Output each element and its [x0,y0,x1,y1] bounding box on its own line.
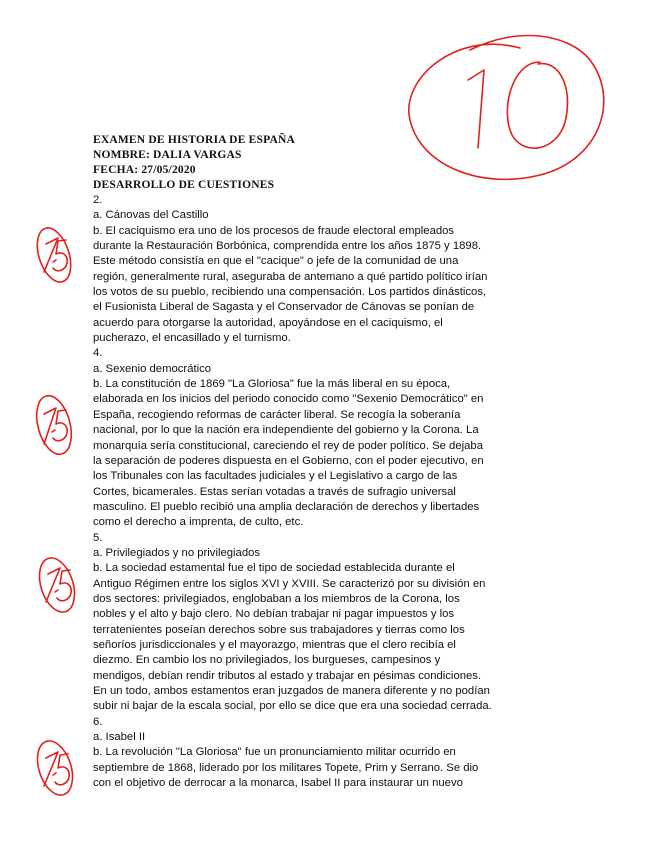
answer-line: monarquía sería constitucional, careciendo el rey de poder político. Se dejaba [93,439,483,452]
answer-line: b. El caciquismo era uno de los procesos de fraude electoral empleados [93,224,455,237]
exam-date: FECHA: 27/05/2020 [93,164,196,176]
answer-line: masculino. El pueblo recibió una amplia declaración de derechos y libertades [93,500,480,513]
q6-grade-mark [31,736,79,799]
answer-line: señoríos jurisdiccionales y el mayorazgo, mientras que el clero recibía el [93,638,456,651]
answer-line: los Tribunales con las facultades judiciales y el Legislativo a cargo de las [93,470,458,483]
answer-line: Este método consistía en que el "cacique" o jefe de la comunidad de una [93,255,459,268]
answer-line: mendigos, debían rendir tributos al estado y trabajar en pésimas condiciones. [93,669,482,682]
answer-line: región, generalmente rural, aseguraba de antemano a qué partido político irían [93,270,488,283]
answer-line: los votos de su pueblo, recibiendo una compensación. Los partidos dinásticos, [93,286,487,299]
answer-line: Antiguo Régimen entre los siglos XVI y XVIII. Se caracterizó por su división en [93,577,486,590]
answer-line: 5. [93,531,103,544]
answer-line: España, recogiendo reformas de carácter liberal. Se recogía la soberanía [93,408,461,421]
answer-line: acuerdo para otorgarse la autoridad, apoyándose en el caciquismo, el [93,316,443,329]
student-name: NOMBRE: DALIA VARGAS [93,149,242,161]
answer-line: el Fusionista Liberal de Sagasta y el Conservador de Cánovas se ponían de [93,301,475,314]
answer-line: pucherazo, el encasillado y el turnismo. [93,332,291,345]
answer-line: 4. [93,347,103,360]
answer-line: nacional, por lo que la nación era independiente del gobierno y la Corona. La [93,424,479,437]
answer-line: dos sectores: privilegiados, englobaban a los miembros de la Corona, los [93,592,460,605]
answer-line: En un todo, ambos estamentos eran juzgados de manera diferente y no podían [93,685,490,697]
q4-grade-mark [31,392,77,458]
answer-line: a. Isabel II [93,731,146,744]
section-title: DESARROLLO DE CUESTIONES [93,179,275,191]
answer-line: como el derecho a imprenta, de culto, etc. [93,516,304,529]
total-grade-mark [409,36,604,180]
q2-grade-mark [31,224,77,287]
answer-line: septiembre de 1868, liderado por los militares Topete, Prim y Serrano. Se dio [93,761,479,774]
answer-line: con el objetivo de derrocar a la monarca, Isabel II para instaurar un nuevo [93,777,463,790]
answer-line: subir ni bajar de la escala social, por ello se dice que era una sociedad cerrada. [93,700,492,713]
answer-line: a. Cánovas del Castillo [93,209,209,222]
answer-line: a. Privilegiados y no privilegiados [93,546,261,559]
answer-line: nobles y el alto y bajo clero. No debían trabajar ni pagar impuestos y los [93,608,455,621]
q5-grade-mark [33,553,81,616]
answer-line: durante la Restauración Borbónica, comprendida entre los años 1875 y 1898. [93,240,482,253]
answer-line: b. La sociedad estamental fue el tipo de sociedad establecida durante el [93,562,455,575]
answer-line: Cortes, bicamerales. Estas serían votadas a través de sufragio universal [93,485,456,498]
answer-line: elaborada en los inicios del periodo conocido como "Sexenio Democrático" en [93,393,484,406]
answer-line: 2. [93,194,103,206]
answer-line: terratenientes poseían derechos sobre sus trabajadores y tierras como los [93,623,465,636]
exam-title: EXAMEN DE HISTORIA DE ESPAÑA [93,134,295,146]
answer-line: b. La revolución "La Gloriosa" fue un pronunciamiento militar ocurrido en [93,746,456,759]
answer-line: diezmo. En cambio los no privilegiados, los burgueses, campesinos y [93,654,441,667]
answer-line: b. La constitución de 1869 "La Gloriosa" fue la más liberal en su época, [93,378,451,391]
answer-line: a. Sexenio democrático [93,362,212,375]
answer-line: 6. [93,715,103,728]
answer-line: la separación de poderes dispuesta en el Gobierno, con el poder ejecutivo, en [93,454,484,467]
